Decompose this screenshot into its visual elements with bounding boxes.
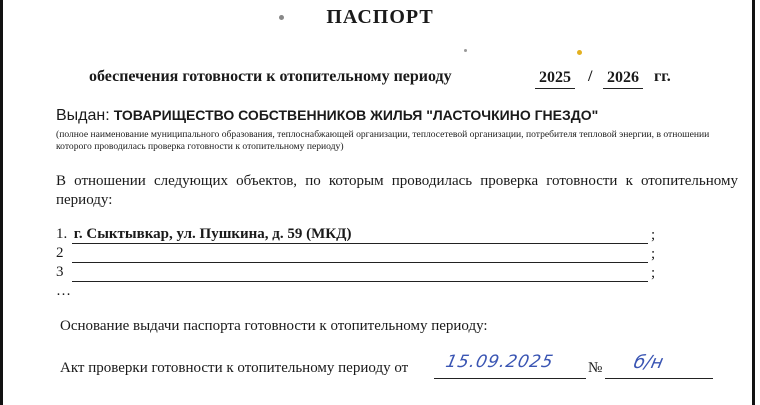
- issued-label: Выдан:: [56, 107, 110, 124]
- scan-speck: [577, 50, 582, 55]
- object-row: [56, 263, 70, 281]
- page-border-right: [752, 0, 755, 405]
- object-row-number: 1.: [56, 226, 68, 242]
- scan-speck: [464, 49, 467, 52]
- act-date-handwritten: 15.09.2025: [443, 352, 556, 372]
- year-start: 2025: [535, 68, 575, 89]
- object-row-end: ;: [651, 227, 656, 243]
- act-number-label: №: [588, 360, 603, 376]
- object-row-value: г. Сыктывкар, ул. Пушкина, д. 59 (МКД): [73, 226, 352, 242]
- object-row: [56, 225, 351, 243]
- act-date-underline: [434, 378, 586, 379]
- object-row-end: ;: [651, 265, 656, 281]
- act-number-underline: [605, 378, 713, 379]
- object-row: [56, 244, 70, 262]
- page-border-left: [0, 0, 3, 405]
- issued-note: (полное наименование муниципального образования, теплоснабжающей организации, теплосетевой организации, потребителя тепловой энергии, в отношении которого проводилась проверка готовности к отопительному периоду): [56, 129, 710, 152]
- document-subtitle: обеспечения готовности к отопительному периоду: [89, 68, 452, 85]
- document-title: ПАСПОРТ: [326, 6, 434, 28]
- object-row-underline: [72, 262, 648, 263]
- object-row-end: ;: [651, 246, 656, 262]
- issued-to-name: ТОВАРИЩЕСТВО СОБСТВЕННИКОВ ЖИЛЬЯ "ЛАСТОЧКИНО ГНЕЗДО": [113, 107, 599, 123]
- object-row-number: 3: [56, 264, 64, 280]
- objects-intro: В отношении следующих объектов, по которым проводилась проверка готовности к отопительному периоду:: [56, 173, 738, 208]
- act-number-handwritten: б/н: [631, 352, 666, 373]
- year-suffix: гг.: [654, 68, 671, 85]
- basis-label: Основание выдачи паспорта готовности к отопительному периоду:: [60, 318, 488, 334]
- object-row-underline: [72, 243, 648, 244]
- objects-more: …: [56, 283, 71, 299]
- issued-line: [56, 105, 598, 125]
- year-end: 2026: [603, 68, 643, 89]
- object-row-number: 2: [56, 245, 64, 261]
- year-separator: /: [588, 68, 593, 85]
- object-row-underline: [72, 281, 648, 282]
- act-label: Акт проверки готовности к отопительному периоду от: [60, 360, 409, 376]
